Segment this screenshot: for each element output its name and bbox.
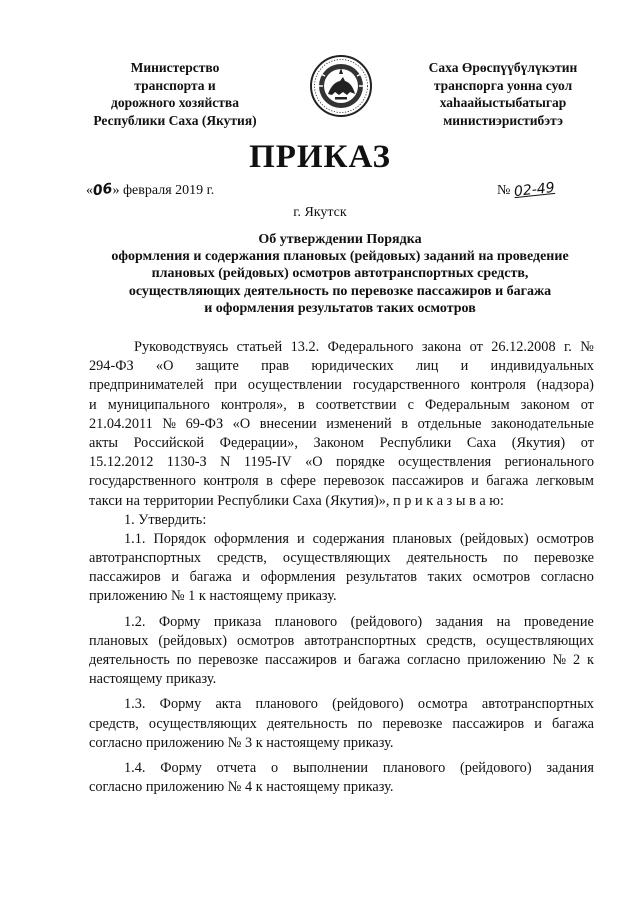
order-number xyxy=(497,181,555,200)
word: и xyxy=(471,473,479,490)
word: по xyxy=(503,550,519,567)
title-line: оформления и содержания плановых (рейдовых) заданий на проведение xyxy=(111,249,569,265)
word: выполнении xyxy=(292,759,369,776)
word: согласно xyxy=(540,569,594,586)
ministry-name-line: транспорга уонна суол xyxy=(433,77,573,93)
word: Федерации», xyxy=(219,434,298,451)
word: 13.2. xyxy=(290,339,320,355)
number-value-handwritten: 02-49 xyxy=(513,179,556,201)
word: отдельные xyxy=(417,415,482,432)
body-line xyxy=(89,715,594,734)
word: Форму xyxy=(160,759,202,776)
word: 1130-З xyxy=(166,454,207,471)
word: внесении xyxy=(259,415,317,432)
body-line xyxy=(89,396,594,415)
order-title xyxy=(60,231,620,317)
word: по xyxy=(357,715,373,732)
word: 1.4. xyxy=(124,759,146,776)
word: Федерального xyxy=(327,339,414,355)
word: соответствии xyxy=(315,396,397,413)
title-line: и оформления результатов таких осмотров xyxy=(204,300,476,316)
ministry-name-line: Министерство xyxy=(130,60,220,75)
word: и xyxy=(534,715,542,732)
body-line xyxy=(89,453,594,472)
word: о xyxy=(270,759,279,776)
word: осуществлении xyxy=(247,377,342,394)
word: пассажиров xyxy=(265,652,337,668)
word: и xyxy=(296,530,305,547)
sakha-republic-emblem-icon xyxy=(309,54,373,118)
body-line xyxy=(89,695,594,714)
word: юридических xyxy=(311,358,394,375)
word: перевозке xyxy=(198,652,259,668)
word: Форму xyxy=(159,696,202,713)
word: содержания xyxy=(312,530,385,547)
word: средств, xyxy=(89,715,139,732)
city: г. Якутск xyxy=(293,205,347,220)
word: порядке xyxy=(336,454,385,471)
body-line: согласно приложению № 4 к настоящему приказу. xyxy=(89,779,394,796)
word: результатов xyxy=(346,569,418,586)
order-body xyxy=(89,338,594,797)
word: акта xyxy=(215,696,242,713)
word: на xyxy=(496,613,511,630)
body-line: такси на территории Республики Саха (Якутия)», п р и к а з ы в а ю: xyxy=(89,492,504,509)
word: (рейдового) xyxy=(460,759,532,776)
word: при xyxy=(214,377,237,394)
item-1-3-paragraph xyxy=(89,695,594,753)
word: задания xyxy=(435,613,484,630)
body-line xyxy=(89,472,594,491)
number-prefix: № xyxy=(497,183,511,198)
body-line xyxy=(89,376,594,395)
word: деятельность xyxy=(406,550,488,567)
word: контроля xyxy=(470,377,526,394)
word: осуществляющих xyxy=(148,715,257,732)
word: 1.2. xyxy=(124,613,146,630)
word: контроля xyxy=(203,473,259,490)
word: Российской xyxy=(133,434,205,451)
word: перевозке xyxy=(534,550,594,567)
body-line xyxy=(89,632,594,651)
word: «О xyxy=(155,358,174,375)
word: от xyxy=(469,339,483,355)
word: регионального xyxy=(504,454,594,471)
word: и xyxy=(343,652,352,668)
word: пассажиров xyxy=(391,473,464,490)
body-line xyxy=(89,357,594,376)
word: в xyxy=(401,415,408,432)
word: и xyxy=(242,569,250,586)
word: осмотров xyxy=(236,632,295,649)
date-prefix: « xyxy=(86,183,93,198)
word: плановых xyxy=(392,530,452,547)
word: N xyxy=(220,454,231,471)
title-line: Об утверждении Порядка xyxy=(258,232,422,247)
word: 1.1. xyxy=(124,530,146,547)
word: сфере xyxy=(280,473,316,490)
body-line: настоящему приказу. xyxy=(89,671,217,688)
word: контроля», xyxy=(220,396,287,413)
word: в xyxy=(297,396,305,413)
word: (рейдового) xyxy=(332,696,404,713)
ministry-name-line: дорожного хозяйства xyxy=(111,95,239,110)
body-line: приложению № 1 к настоящему приказу. xyxy=(89,588,337,605)
word: 1.3. xyxy=(124,696,146,713)
word: легковым xyxy=(535,473,594,490)
body-line xyxy=(89,434,594,453)
body-line xyxy=(89,338,594,357)
word: осмотров xyxy=(472,569,531,586)
word: деятельность xyxy=(89,652,170,668)
word: № xyxy=(580,339,594,355)
ministry-name-sakha xyxy=(398,59,608,129)
preamble-paragraph xyxy=(89,338,594,511)
order-date xyxy=(86,181,214,200)
word: (рейдовых) xyxy=(158,632,227,649)
word: автотранспортных xyxy=(304,632,417,649)
word: и xyxy=(171,569,180,586)
word: оформления xyxy=(260,569,336,586)
word: по xyxy=(176,652,192,668)
word: государственного xyxy=(89,473,196,490)
title-line: осуществляющих деятельность по перевозке пассажиров и багажа xyxy=(128,283,552,299)
word: с xyxy=(407,396,414,413)
word: 21.04.2011 xyxy=(89,415,153,432)
word: автотранспортных xyxy=(89,550,202,567)
word: 26.12.2008 xyxy=(491,339,556,355)
body-line xyxy=(89,759,594,778)
body-line xyxy=(89,549,594,568)
ministry-name-line: транспорта и xyxy=(134,77,216,93)
item-1-2-paragraph xyxy=(89,613,594,690)
word: лиц xyxy=(415,358,439,375)
word: оформления xyxy=(214,530,289,547)
word: 294-ФЗ xyxy=(89,358,134,375)
document-type-title: ПРИКАЗ xyxy=(249,139,391,175)
body-line xyxy=(89,568,594,587)
word: Законом xyxy=(313,434,364,451)
word: багажа xyxy=(189,569,232,586)
word: 15.12.2012 xyxy=(89,454,154,471)
word: Федеральным xyxy=(424,396,510,413)
word: от xyxy=(580,396,594,413)
word: Форму xyxy=(158,613,201,630)
item-1-approve: 1. Утвердить: xyxy=(124,511,207,528)
word: автотранспортных xyxy=(481,696,594,713)
item-1-4-paragraph xyxy=(89,759,594,797)
word: и xyxy=(460,358,469,375)
word: Саха xyxy=(466,434,497,451)
word: Порядок xyxy=(153,530,207,547)
word: багажа xyxy=(358,652,401,668)
body-line xyxy=(89,613,594,632)
word: статьей xyxy=(236,339,283,355)
word: деятельность xyxy=(266,715,348,732)
word: муниципального xyxy=(107,396,210,413)
word: средств, xyxy=(217,550,267,567)
word: таких xyxy=(427,569,463,586)
word: задания xyxy=(546,759,594,776)
date-day-handwritten: 06 xyxy=(91,180,114,200)
word: средств, xyxy=(426,632,477,649)
date-suffix: » февраля 2019 г. xyxy=(112,183,215,198)
word: законом xyxy=(520,396,570,413)
word: государственного xyxy=(352,377,460,394)
word: осуществляющих xyxy=(486,632,594,649)
word: законодательные xyxy=(491,415,594,432)
word: 1195-IV xyxy=(243,454,292,471)
word: багажа xyxy=(486,473,529,490)
word: планового xyxy=(274,613,338,630)
word: пассажиров xyxy=(452,715,525,732)
word: «О xyxy=(232,415,251,432)
word: (Якутия) xyxy=(511,434,566,451)
word: и xyxy=(89,396,97,413)
word: осуществления xyxy=(398,454,492,471)
item-1-1-paragraph xyxy=(89,530,594,607)
word: Республики xyxy=(379,434,452,451)
body-line xyxy=(89,651,594,670)
word: отчета xyxy=(216,759,257,776)
word: в xyxy=(266,473,273,490)
body-line xyxy=(89,415,594,434)
word: изменений xyxy=(326,415,392,432)
word: приложению xyxy=(467,652,546,668)
ministry-name-russian xyxy=(70,59,280,129)
word: приказа xyxy=(213,613,262,630)
word: планового xyxy=(255,696,318,713)
ministry-name-line: министиэристибэтэ xyxy=(443,112,563,128)
word: прав xyxy=(261,358,290,375)
word: плановых xyxy=(89,632,149,649)
word: акты xyxy=(89,434,118,451)
body-line: согласно приложению № 3 к настоящему приказу. xyxy=(89,734,394,751)
word: к xyxy=(587,652,594,668)
word: осуществляющих xyxy=(282,550,391,567)
word: № xyxy=(162,415,177,432)
word: от xyxy=(580,434,594,451)
word: «О xyxy=(305,454,323,471)
word: г. xyxy=(564,339,572,355)
word: согласно xyxy=(407,652,461,668)
word: проведение xyxy=(523,613,594,630)
word: багажа xyxy=(551,715,594,732)
body-line xyxy=(89,530,594,549)
word: перевозок xyxy=(323,473,385,490)
ministry-name-line: Республики Саха (Якутия) xyxy=(93,112,257,128)
word: закона xyxy=(421,339,462,355)
word: (надзора) xyxy=(536,377,594,394)
word: предпринимателей xyxy=(89,377,204,394)
word: (рейдового) xyxy=(350,613,423,630)
word: (рейдовых) xyxy=(459,530,529,547)
word: 69-ФЗ xyxy=(185,415,224,432)
title-line: плановых (рейдовых) осмотров автотранспортных средств, xyxy=(151,266,529,282)
ministry-name-line: хаһаайыстыбатыгар xyxy=(439,95,567,110)
word: осмотров xyxy=(536,530,594,547)
word: № xyxy=(552,652,567,668)
ministry-name-line: Саха Өрөспүүбүлүкэтин xyxy=(428,60,578,75)
word: планового xyxy=(382,759,446,776)
word: защите xyxy=(195,358,239,375)
word: пассажиров xyxy=(89,569,161,586)
word: осмотра xyxy=(417,696,468,713)
word: 2 xyxy=(573,652,581,668)
word: перевозке xyxy=(382,715,443,732)
word: индивидуальных xyxy=(490,358,594,375)
word: Руководствуясь xyxy=(134,339,229,355)
